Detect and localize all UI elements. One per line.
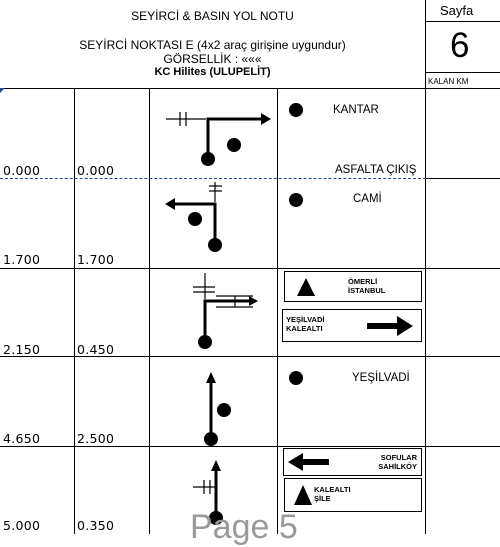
column-divider [425,88,426,534]
partial-km: 2.500 [77,431,115,446]
sign-destinations: YEŞİLVADİ KALEALTI [286,315,325,333]
sign-destinations: KALEALTI ŞİLE [314,485,351,503]
total-km: 5.000 [3,518,41,533]
row-divider [426,178,500,179]
column-divider [74,88,75,534]
column-divider [277,88,278,534]
tulip-diagram-left-turn [149,178,277,268]
road-sign-yesilvadi-kalealti [282,309,422,342]
tulip-diagram-straight-up [149,356,277,446]
landmark-label: CAMİ [353,193,382,205]
remaining-km-label: KALAN KM [428,77,469,86]
header-box-upper-divider [425,21,500,22]
spectator-point-subtitle: SEYİRCİ NOKTASI E (4x2 araç girişine uygundur) [79,38,346,52]
road-sign-kalealti-sile [284,478,422,512]
sign-destinations: SOFULAR SAHİLKÖY [378,453,417,471]
corner-marker [0,88,5,93]
sign-destinations: ÖMERLİ İSTANBUL [348,277,386,295]
road-sign-sofular-sahilkoy [283,448,422,476]
landmark-dot-icon [289,103,303,117]
tulip-diagram-junction-right [149,268,277,358]
triangle-up-icon [293,484,313,506]
venue-name: KC Hilites (ULUPELİT) [154,66,271,78]
landmark-dot-icon [289,371,303,385]
total-km: 1.700 [3,252,41,267]
arrow-left-icon [288,452,332,472]
header-box-left-line [425,0,426,88]
header-box-lower-divider [425,72,500,73]
document-title: SEYİRCİ & BASIN YOL NOTU [131,9,294,23]
partial-km: 0.350 [77,518,115,533]
tulip-diagram-straight-on [149,88,277,178]
triangle-up-icon [296,277,316,297]
partial-km: 1.700 [77,252,115,267]
total-km: 4.650 [3,431,41,446]
page-watermark: Page 5 [190,508,298,546]
page-label: Sayfa [440,3,474,18]
partial-km: 0.000 [77,163,115,178]
mosque-dot-icon [289,193,303,207]
partial-km: 0.450 [77,342,115,357]
landmark-label: KANTAR [333,104,379,116]
total-km: 2.150 [3,342,41,357]
total-km: 0.000 [3,163,41,178]
page-number: 6 [450,26,470,65]
visibility-rating: GÖRSELLİK : ««« [163,52,262,66]
asphalt-exit-label: ASFALTA ÇIKIŞ [335,164,417,176]
landmark-label: YEŞİLVADİ [352,372,410,384]
arrow-right-icon [366,316,416,336]
road-sign-omerli-istanbul [284,271,422,302]
